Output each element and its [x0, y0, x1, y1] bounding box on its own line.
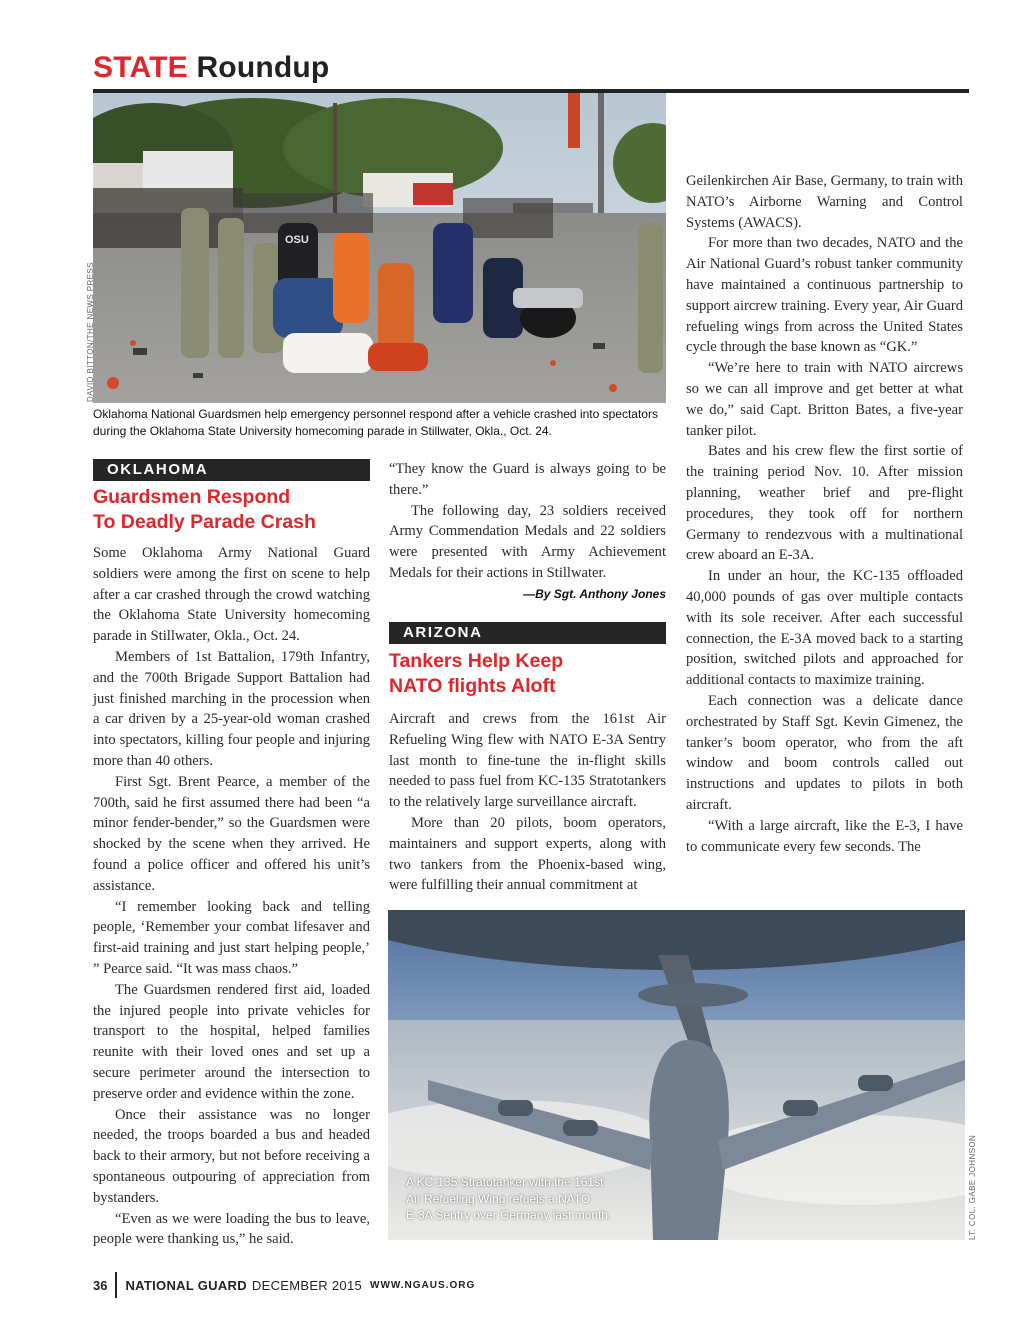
arizona-paragraph: “We’re here to train with NATO aircrews so we can all improve and get better at what we do,” said Capt. Britton Bates, a five-year tanker pilot.: [686, 360, 963, 439]
oklahoma-headline-line2: To Deadly Parade Crash: [93, 511, 316, 533]
arizona-paragraph: Geilenkirchen Air Base, Germany, to train with NATO’s Airborne Warning and Control Systems (AWACS).: [686, 173, 963, 231]
oklahoma-paragraph: Members of 1st Battalion, 179th Infantry, and the 700th Brigade Support Battalion had just finished marching in the procession when a car driven by a 25-year-old woman crashed into spectators, killing four people and injuring more than 40 others.: [93, 648, 370, 769]
photo1-credit: DAVID BITTON/THE NEWS PRESS: [86, 262, 95, 402]
oklahoma-paragraph: “I remember looking back and telling people, ‘Remember your combat lifesaver and first-aid training and just start helping people,’ ” Pearce said. “It was mass chaos.”: [93, 898, 370, 977]
arizona-paragraph: For more than two decades, NATO and the Air National Guard’s robust tanker community have maintained a continuous partnership to support aircrew training. Every year, Air Guard refueling wings from across the United States cycle through the base known as “GK.”: [686, 235, 963, 356]
arizona-headline: [389, 649, 669, 699]
arizona-body-col3: [686, 171, 963, 857]
photo2-caption: [406, 1174, 656, 1224]
section-title-red: STATE: [93, 51, 188, 84]
page-number: 36: [93, 1277, 108, 1293]
oklahoma-headline-line1: Guardsmen Respond: [93, 486, 291, 508]
oklahoma-paragraph: First Sgt. Brent Pearce, a member of the 700th, said he first assumed there had been “a minor fender-bender,” so the Guardsmen were shocked by the scene when they arrived. He found a police officer and offered his unit’s assistance.: [93, 773, 370, 894]
website-url: WWW.NGAUS.ORG: [370, 1279, 476, 1291]
oklahoma-paragraph: The following day, 23 soldiers received Army Commendation Medals and 22 soldiers were presented with Army Achievement Medals for their actions in Stillwater.: [389, 502, 666, 581]
osu-shirt-text: OSU: [285, 234, 309, 246]
oklahoma-headline: [93, 485, 373, 535]
issue-date: DECEMBER 2015: [251, 1277, 363, 1293]
photo2-caption-line3: E-3A Sentry over Germany last month.: [406, 1208, 612, 1222]
arizona-paragraph: Each connection was a delicate dance orchestrated by Staff Sgt. Kevin Gimenez, the tanker’s boom operator, who from the aft window and boom controls called out instructions and updates to pilots in both aircraft.: [686, 692, 963, 813]
arizona-headline-line2: NATO flights Aloft: [389, 675, 556, 697]
arizona-paragraph: Aircraft and crews from the 161st Air Refueling Wing flew with NATO E-3A Sentry last month to fine-tune the in-flight skills needed to pass fuel from KC-135 Stratotankers to the relatively large surveillance aircraft.: [389, 711, 666, 811]
oklahoma-paragraph: Once their assistance was no longer needed, the troops boarded a bus and headed back to their armory, but not before receiving a spontaneous outpouring of appreciation from bystanders.: [93, 1106, 370, 1206]
oklahoma-paragraph: “Even as we were loading the bus to leave, people were thanking us,” he said.: [93, 1210, 370, 1248]
oklahoma-body-col1: [93, 543, 370, 1250]
photo2-caption-line2: Air Refueling Wing refuels a NATO: [406, 1191, 591, 1206]
arizona-kicker: ARIZONA: [389, 622, 666, 644]
oklahoma-body-col2: [389, 459, 666, 604]
arizona-paragraph: More than 20 pilots, boom operators, maintainers and support experts, along with two tankers from the Phoenix-based wing, were fulfilling their annual commitment at: [389, 814, 666, 894]
photo2-caption-line1: A KC-135 Stratotanker with the 161st: [406, 1175, 604, 1189]
photo1-caption: Oklahoma National Guardsmen help emergency personnel respond after a vehicle crashed into spectators during the Oklahoma State University homecoming parade in Stillwater, Okla., Oct. 24.: [93, 407, 658, 438]
footer-divider: [115, 1272, 117, 1298]
arizona-headline-line1: Tankers Help Keep: [389, 650, 564, 672]
section-title-black: Roundup: [196, 51, 330, 84]
arizona-paragraph: “With a large aircraft, like the E-3, I have to communicate every few seconds. The: [686, 817, 963, 855]
arizona-paragraph: In under an hour, the KC-135 offloaded 40,000 pounds of gas over multiple contacts with its sole receiver. After each successful connection, the E-3A moved back to a starting position, switched pilots and approached for additional contacts to maximize training.: [686, 568, 963, 689]
parade-crash-photo: [93, 93, 666, 403]
oklahoma-kicker: OKLAHOMA: [93, 459, 370, 481]
arizona-paragraph: Bates and his crew flew the first sortie of the training period Nov. 10. After mission planning, weather brief and pre-flight procedures, they took off for northern Germany to rendezvous with a multinational crew aboard an E-3A.: [686, 443, 963, 564]
oklahoma-paragraph: Some Oklahoma Army National Guard soldiers were among the first on scene to help after a car crashed through the crowd watching the Oklahoma State University homecoming parade in Stillwater, Okla., Oct. 24.: [93, 545, 370, 645]
page-footer: [93, 1272, 475, 1298]
oklahoma-byline: —By Sgt. Anthony Jones: [523, 586, 666, 601]
magazine-name: NATIONAL GUARD: [125, 1277, 247, 1293]
oklahoma-paragraph: “They know the Guard is always going to be there.”: [389, 461, 666, 498]
arizona-body-col2: [389, 709, 666, 896]
oklahoma-paragraph: The Guardsmen rendered first aid, loaded the injured people into private vehicles for transport to the hospital, helped families reunite with their loved ones and set up a secure perimeter around the intersection to preserve order and evidence within the zone.: [93, 981, 370, 1102]
photo2-credit: LT. COL. GABE JOHNSON: [968, 1134, 977, 1240]
section-title: [93, 50, 329, 86]
